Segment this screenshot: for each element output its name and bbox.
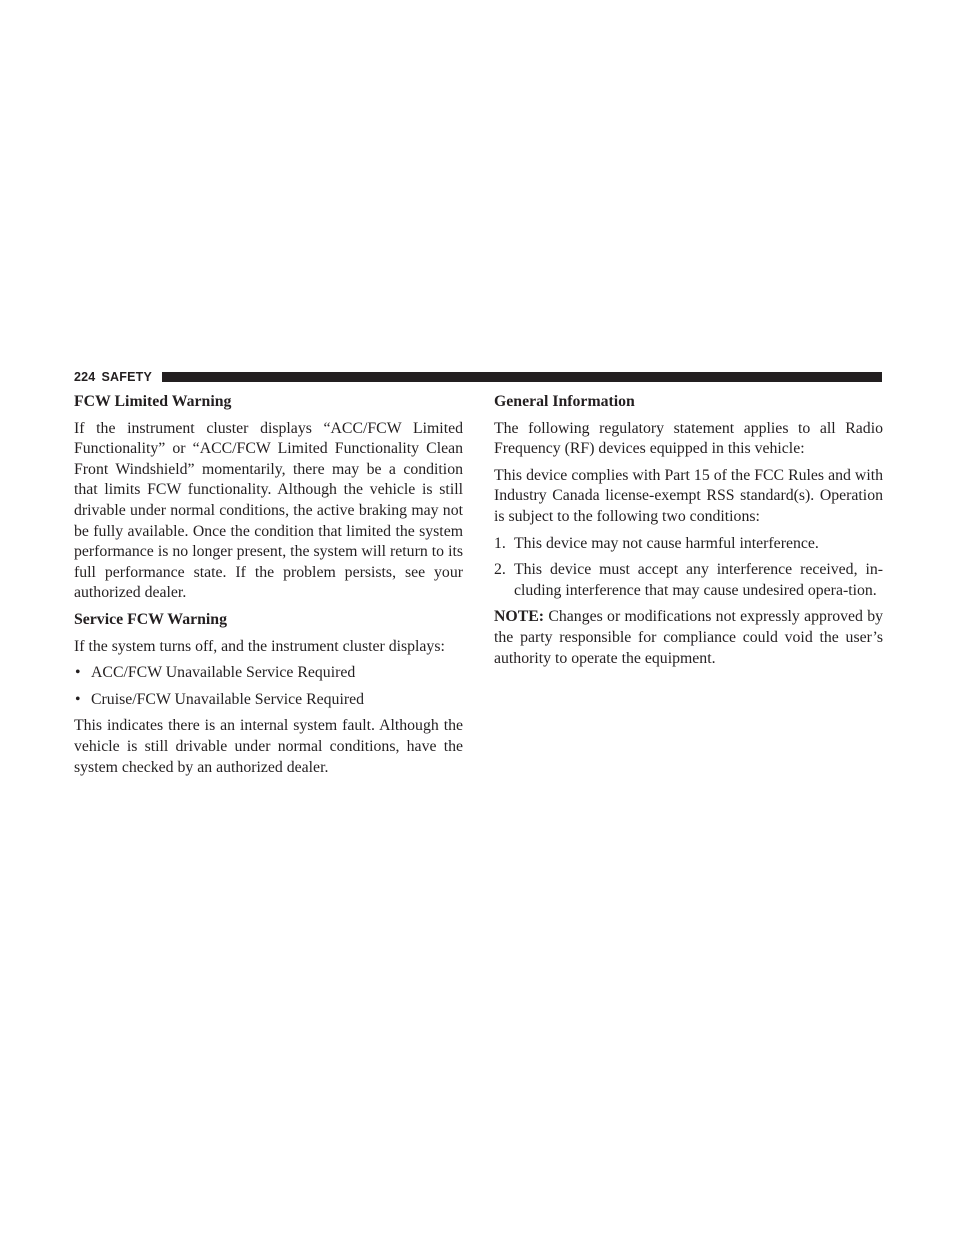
page-header — [74, 370, 882, 384]
bullet-icon: • — [75, 664, 81, 682]
list-item — [74, 663, 463, 684]
list-item — [74, 690, 463, 711]
conditions-list — [494, 534, 883, 602]
bullet-text: ACC/FCW Unavailable Service Required — [91, 664, 356, 682]
page-number-label — [74, 370, 152, 384]
list-item — [494, 534, 883, 555]
note-paragraph — [494, 607, 883, 669]
bullet-icon: • — [75, 690, 81, 708]
page-number: 224 — [74, 370, 96, 384]
item-text: This device must accept any interference received, in-cluding interference that may cause undesired opera-tion. — [514, 561, 883, 599]
item-number: 1. — [494, 534, 506, 552]
service-fcw-intro: If the system turns off, and the instrument cluster displays: — [74, 637, 445, 655]
right-column — [494, 392, 883, 675]
fcw-limited-heading: FCW Limited Warning — [74, 393, 232, 410]
service-fcw-heading: Service FCW Warning — [74, 610, 227, 628]
general-info-para2: This device complies with Part 15 of the FCC Rules and with Industry Canada license-exempt RSS standard(s). Operation is subject to the following two conditions: — [494, 466, 883, 525]
general-info-heading: General Information — [494, 393, 635, 410]
item-number: 2. — [494, 561, 506, 579]
list-item — [494, 560, 883, 601]
note-text: Changes or modifications not expressly approved by the party responsible for compliance could void the user’s authority to operate the equipment. — [494, 608, 884, 667]
general-info-para1: The following regulatory statement applies to all Radio Frequency (RF) devices equipped in this vehicle: — [494, 419, 883, 458]
fcw-limited-body: If the instrument cluster displays “ACC/FCW Limited Functionality” or “ACC/FCW Limited Functionality Clean Front Windshield” momentarily, there may be a condition that limits FCW functionality. Although the vehicle is still drivable under normal conditions, the active braking may not be fully available. Once the condition that limited the system performance is no longer present, the system will return to its full performance state. If the problem persists, see your authorized dealer. — [74, 419, 463, 602]
bullet-text: Cruise/FCW Unavailable Service Required — [91, 690, 365, 708]
header-rule — [162, 372, 882, 382]
left-column — [74, 392, 463, 784]
service-fcw-bullet-list — [74, 663, 463, 710]
service-fcw-body: This indicates there is an internal system fault. Although the vehicle is still drivable under normal conditions, have the system checked by an authorized dealer. — [74, 717, 463, 776]
item-text: This device may not cause harmful interference. — [514, 534, 819, 552]
section-title: SAFETY — [101, 370, 152, 384]
note-label: NOTE: — [494, 608, 545, 626]
